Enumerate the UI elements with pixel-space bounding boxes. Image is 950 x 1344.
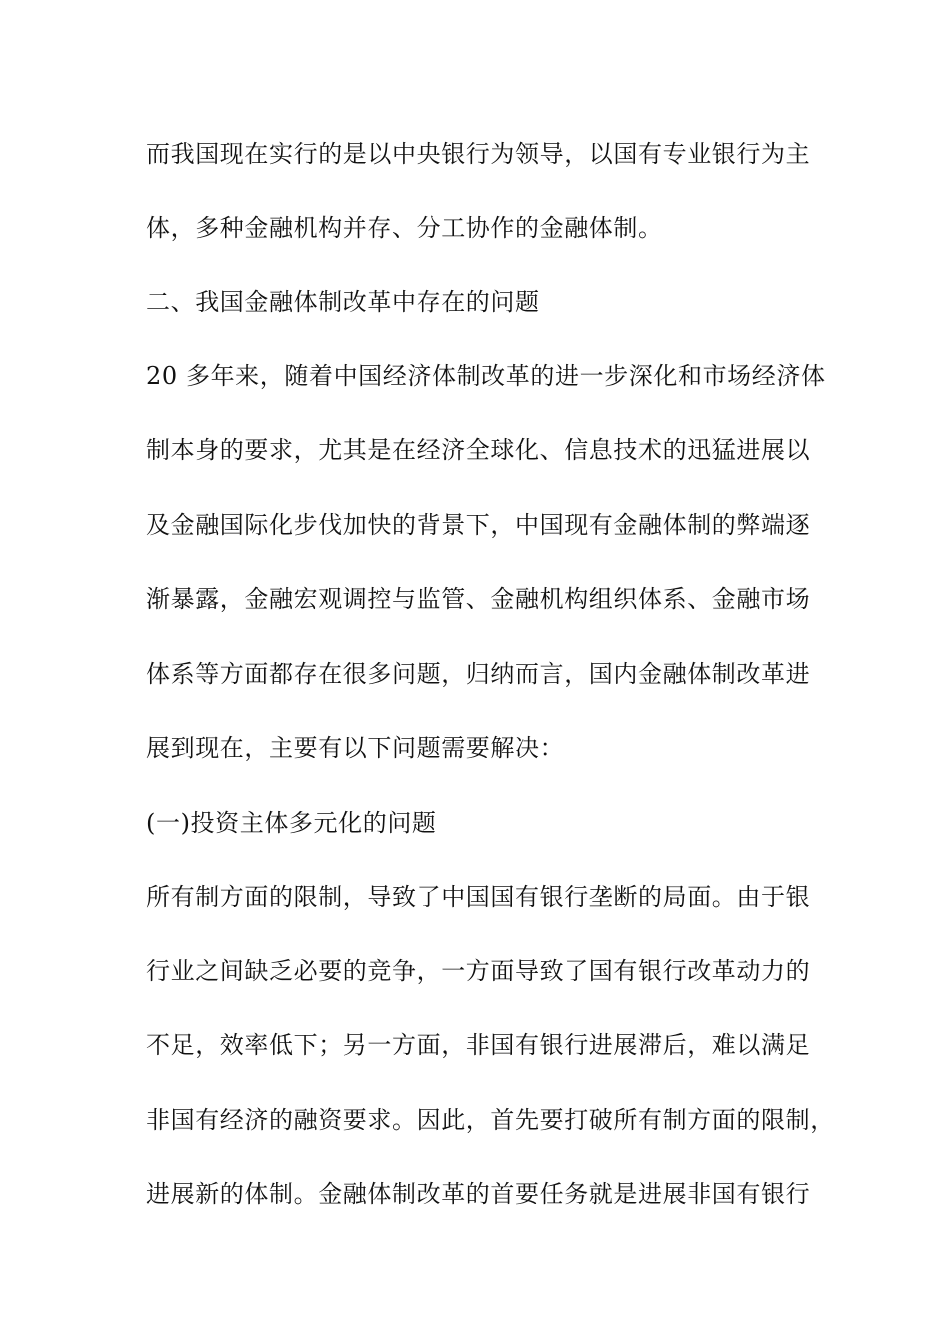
- text-line: 展到现在，主要有以下问题需要解决：: [146, 734, 565, 762]
- subsection-heading: (一)投资主体多元化的问题: [146, 809, 437, 837]
- text-line: 所有制方面的限制，导致了中国国有银行垄断的局面。由于银: [146, 883, 811, 911]
- text-line: 非国有经济的融资要求。因此，首先要打破所有制方面的限制，: [146, 1106, 835, 1134]
- text-line: 20 多年来，随着中国经济体制改革的进一步深化和市场经济体: [146, 362, 826, 390]
- text-line: 制本身的要求，尤其是在经济全球化、信息技术的迅猛进展以: [146, 436, 811, 464]
- text-line: 体系等方面都存在很多问题，归纳而言，国内金融体制改革进: [146, 660, 811, 688]
- text-line: 体，多种金融机构并存、分工协作的金融体制。: [146, 214, 663, 242]
- text-line: 及金融国际化步伐加快的背景下，中国现有金融体制的弊端逐: [146, 511, 811, 539]
- text-line: 渐暴露，金融宏观调控与监管、金融机构组织体系、金融市场: [146, 585, 811, 613]
- text-line: 不足，效率低下；另一方面，非国有银行进展滞后，难以满足: [146, 1031, 811, 1059]
- text-line: 而我国现在实行的是以中央银行为领导，以国有专业银行为主: [146, 140, 811, 168]
- text-line: 行业之间缺乏必要的竞争，一方面导致了国有银行改革动力的: [146, 957, 811, 985]
- text-line: 进展新的体制。金融体制改革的首要任务就是进展非国有银行: [146, 1180, 811, 1208]
- section-heading: 二、我国金融体制改革中存在的问题: [146, 288, 540, 316]
